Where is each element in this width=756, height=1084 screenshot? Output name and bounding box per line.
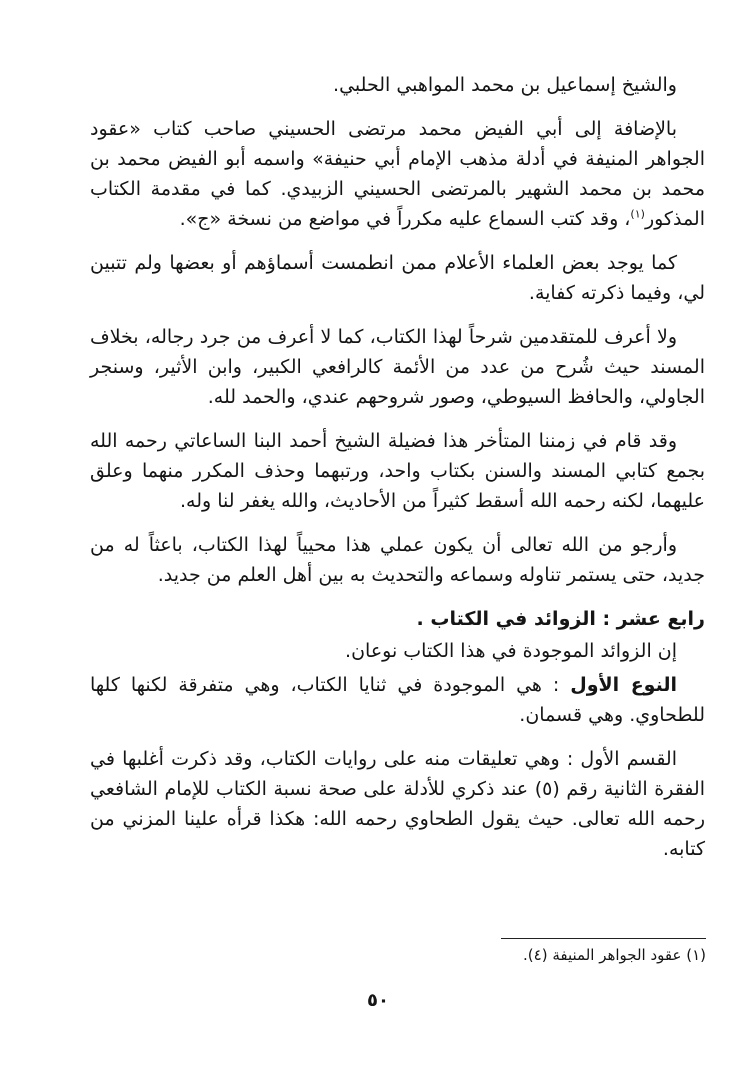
type-1-label: النوع الأول — [570, 674, 677, 696]
paragraph-2-text: بالإضافة إلى أبي الفيض محمد مرتضى الحسيني صاحب كتاب «عقود الجواهر المنيفة في أدلة مذهب الإمام أبي حنيفة» واسمه أبو الفيض محمد بن محمد بن محمد الشهير بالمرتضى الحسيني الزبيدي. كما في مقدمة الكتاب المذكور — [90, 118, 705, 230]
paragraph-1: والشيخ إسماعيل بن محمد المواهبي الحلبي. — [333, 74, 677, 96]
section-heading — [90, 604, 705, 634]
paragraph-2-tail: ، وقد كتب السماع عليه مكرراً في مواضع من نسخة «ج». — [179, 208, 631, 230]
paragraph-4: ولا أعرف للمتقدمين شرحاً لهذا الكتاب، كما لا أعرف من جرد رجاله، بخلاف المسند حيث شُرح من عدد من الأئمة كالرافعي الكبير، وابن الأثير، وسنجر الجاولي، والحافظ السيوطي، وصور شروحهم عندي، والحمد لله. — [90, 326, 705, 408]
page-number: ٥٠ — [367, 990, 389, 1011]
paragraph-3: كما يوجد بعض العلماء الأعلام ممن انطمست أسماؤهم أو بعضها ولم تتبين لي، وفيما ذكرته كفاية. — [90, 252, 705, 304]
type-1-paragraph — [90, 670, 705, 730]
page-body — [90, 70, 705, 878]
type-1-text: : هي الموجودة في ثنايا الكتاب، وهي متفرقة لكنها كلها للطحاوي. وهي قسمان. — [90, 674, 705, 726]
section-heading-label: رابع عشر : الزوائد في الكتاب . — [416, 608, 705, 630]
footnote-divider — [501, 938, 706, 939]
footnote-ref-1: (١) — [630, 207, 645, 221]
paragraph-6: وأرجو من الله تعالى أن يكون عملي هذا محيياً لهذا الكتاب، باعثاً له من جديد، حتى يستمر تناوله وسماعه والتحديث به بين أهل العلم من جديد. — [90, 534, 705, 586]
paragraph-2 — [90, 114, 705, 234]
paragraph-5: وقد قام في زمننا المتأخر هذا فضيلة الشيخ أحمد البنا الساعاتي رحمه الله بجمع كتابي المسند والسنن بكتاب واحد، ورتبهما وحذف المكرر منهما وعلق عليهما، لكنه رحمه الله أسقط كثيراً من الأحاديث، والله يغفر لنا وله. — [90, 430, 705, 512]
part-1-paragraph: القسم الأول : وهي تعليقات منه على روايات الكتاب، وقد ذكرت أغلبها في الفقرة الثانية رقم (٥) عند ذكري للأدلة على صحة نسبة الكتاب للإمام الشافعي رحمه الله تعالى. حيث يقول الطحاوي رحمه الله: هكذا قرأه علينا المزني من كتابه. — [90, 748, 705, 860]
section-intro: إن الزوائد الموجودة في هذا الكتاب نوعان. — [345, 640, 677, 662]
footnote: (١) عقود الجواهر المنيفة (٤). — [523, 946, 706, 964]
